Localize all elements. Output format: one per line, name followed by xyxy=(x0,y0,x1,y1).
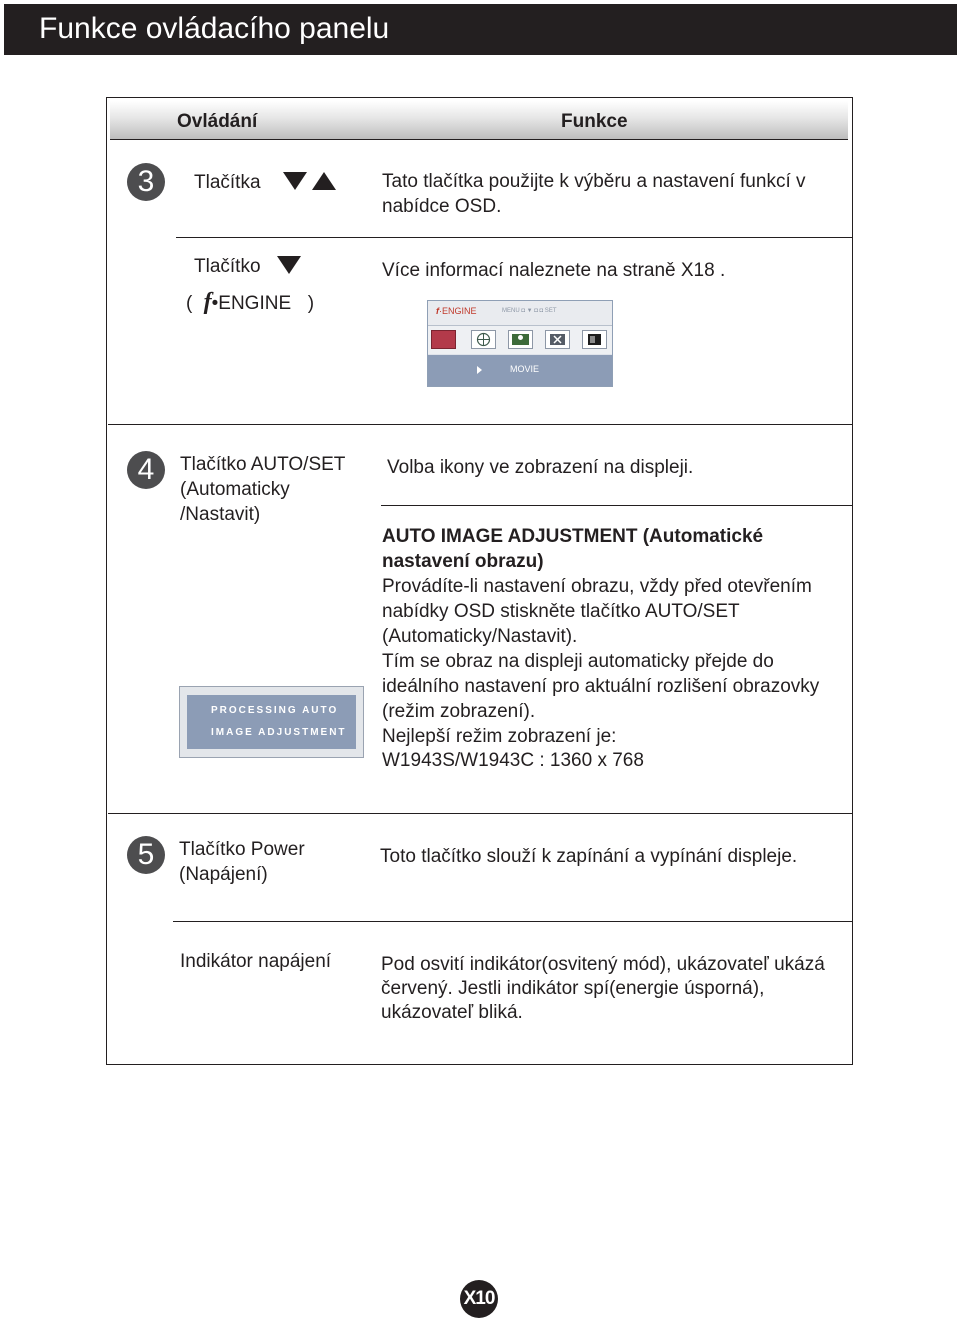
auto-adjust-text-4: Tím se obraz na displeji automaticky přejde do xyxy=(382,651,774,672)
page-number: X10 xyxy=(460,1280,498,1318)
best-resolution: W1943S/W1943C : 1360 x 768 xyxy=(382,750,644,771)
step-number-5: 5 xyxy=(127,836,165,874)
osd-arrow-icon xyxy=(477,366,482,374)
buttons-label-row xyxy=(194,170,336,195)
user-mode-icon xyxy=(545,330,570,349)
page-header xyxy=(4,4,957,55)
movie-mode-icon xyxy=(431,330,456,349)
engine-button-label-row xyxy=(194,254,301,279)
auto-adjust-text-5: ideálního nastavení pro aktuální rozlišení obrazovky xyxy=(382,676,820,697)
photo-mode-icon xyxy=(508,330,533,349)
auto-set-desc: Volba ikony ve zobrazení na displeji. xyxy=(387,457,694,478)
auto-adjust-heading-2: nastavení obrazu) xyxy=(382,551,544,572)
f-engine-logo-icon: f xyxy=(203,289,212,315)
auto-adjust-text-1: Provádíte-li nastavení obrazu, vždy před otevřením xyxy=(382,576,812,597)
engine-desc: Více informací naleznete na straně X18 . xyxy=(382,260,726,281)
row-divider xyxy=(108,813,853,814)
paren-open: ( xyxy=(186,293,193,314)
up-arrow-icon xyxy=(312,172,336,190)
osd-menu-row: MENU ◘ ▼ ◘ ◘ SET xyxy=(502,308,557,314)
engine-button-label: Tlačítko xyxy=(194,256,261,277)
osd-mode-name: MOVIE xyxy=(510,364,540,374)
power-indicator-desc-1: Pod osvití indikátor(osvitený mód), ukázovateľ ukázá xyxy=(381,954,825,975)
row-divider xyxy=(381,505,853,506)
auto-set-label-3: /Nastavit) xyxy=(180,504,261,525)
auto-adjust-text-6: (režim zobrazení). xyxy=(382,701,536,722)
row-divider xyxy=(173,921,853,922)
header-function: Funkce xyxy=(561,111,628,132)
osd-icon-row xyxy=(428,326,612,354)
down-arrow-icon xyxy=(277,256,301,274)
paren-close: ) xyxy=(307,293,315,314)
power-button-label-1: Tlačítko Power xyxy=(179,839,305,860)
page-title: Funkce ovládacího panelu xyxy=(39,12,390,45)
osd-engine-label: f·ENGINE xyxy=(436,306,477,316)
header-control: Ovládání xyxy=(177,111,258,132)
osd-engine-text: ENGINE xyxy=(442,306,477,316)
f-engine-logo-icon: f xyxy=(436,306,439,316)
buttons-desc-2: nabídce OSD. xyxy=(382,196,502,217)
power-indicator-label: Indikátor napájení xyxy=(180,951,332,972)
buttons-desc-1: Tato tlačítka použijte k výběru a nastavení funkcí v xyxy=(382,171,806,192)
auto-adjust-text-3: (Automaticky/Nastavit). xyxy=(382,626,578,647)
processing-auto-image xyxy=(179,686,364,758)
step-number-4: 4 xyxy=(127,451,165,489)
table-header xyxy=(110,101,848,140)
engine-dot-icon: • xyxy=(211,293,219,314)
auto-adjust-text-2: nabídky OSD stiskněte tlačítko AUTO/SET xyxy=(382,601,740,622)
buttons-label: Tlačítka xyxy=(194,172,261,193)
auto-set-label-1: Tlačítko AUTO/SET xyxy=(180,454,346,475)
engine-name-row xyxy=(186,290,314,316)
osd-mode-bar xyxy=(428,355,612,386)
processing-line-1: PROCESSING AUTO xyxy=(211,705,339,716)
auto-adjust-heading-1: AUTO IMAGE ADJUSTMENT (Automatické xyxy=(382,526,764,547)
processing-message-box xyxy=(187,695,356,749)
auto-set-label-2: (Automaticky xyxy=(180,479,290,500)
down-arrow-icon xyxy=(283,172,307,190)
power-indicator-desc-2: červený. Jestli indikátor spí(energie úsporná), xyxy=(381,978,765,999)
power-indicator-desc-3: ukázovateľ bliká. xyxy=(381,1002,523,1023)
osd-top-bar xyxy=(428,301,612,326)
internet-mode-icon xyxy=(471,330,496,349)
normal-mode-icon xyxy=(582,330,607,349)
step-number-3: 3 xyxy=(127,163,165,201)
auto-adjust-text-7: Nejlepší režim zobrazení je: xyxy=(382,726,617,747)
row-divider xyxy=(176,237,853,238)
osd-engine-menu-image xyxy=(427,300,613,387)
power-button-desc: Toto tlačítko slouží k zapínání a vypínání displeje. xyxy=(380,846,798,867)
engine-name: ENGINE xyxy=(218,293,292,314)
processing-line-2: IMAGE ADJUSTMENT xyxy=(211,727,347,738)
power-button-label-2: (Napájení) xyxy=(179,864,268,885)
row-divider xyxy=(108,424,853,425)
